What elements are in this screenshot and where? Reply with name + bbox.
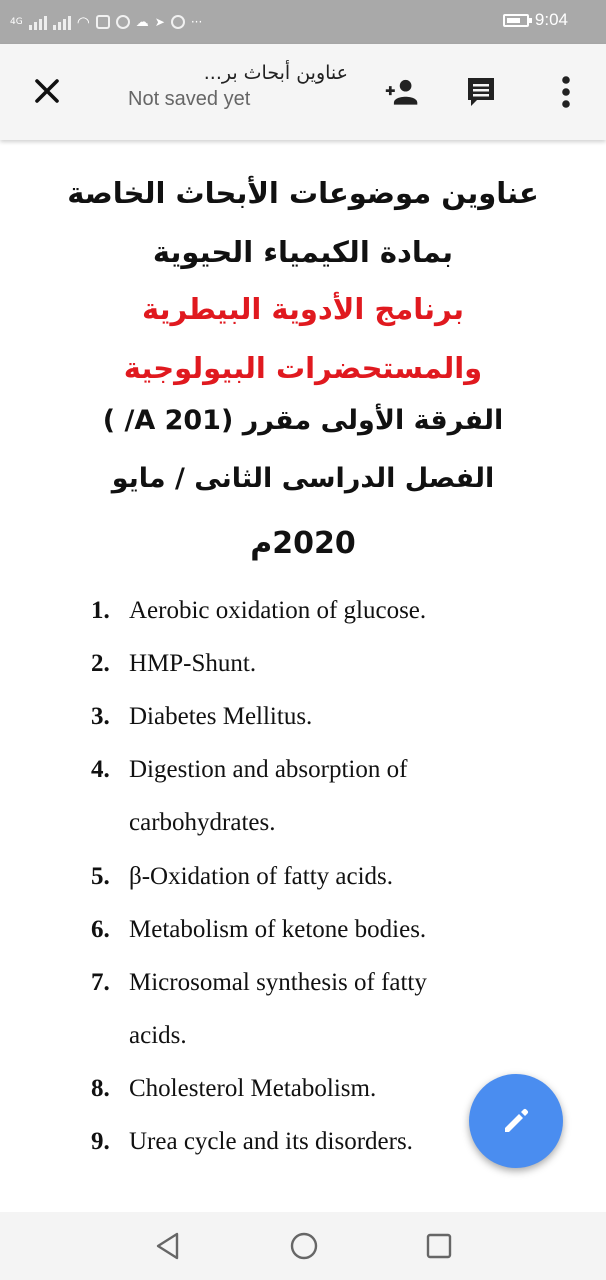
- cloud-icon: ☁: [135, 14, 149, 30]
- recents-button[interactable]: [423, 1230, 455, 1262]
- list-number: 5.: [91, 863, 110, 890]
- program-line: برنامج الأدوية البيطرية: [142, 292, 464, 326]
- more-options-button[interactable]: [548, 74, 584, 110]
- system-nav-bar: [0, 1212, 606, 1280]
- status-bar: [0, 0, 606, 44]
- comments-icon: [465, 75, 497, 109]
- list-text: β-Oxidation of fatty acids.: [129, 863, 394, 890]
- navigation-icon: ➤: [154, 15, 165, 29]
- network-type: 4G: [10, 17, 23, 27]
- course-line: الفرقة الأولى مقرر (A 201/ ): [102, 405, 504, 436]
- close-icon: [30, 74, 64, 108]
- document-title: عناوين أبحاث بر...: [203, 62, 348, 84]
- app-bar: [0, 44, 606, 140]
- notification-icon: [116, 15, 130, 29]
- list-text-continued: acids.: [129, 1022, 187, 1049]
- list-text: HMP-Shunt.: [129, 650, 257, 677]
- signal-icon: [29, 14, 47, 30]
- list-text: Cholesterol Metabolism.: [129, 1075, 377, 1102]
- facebook-icon: [96, 15, 110, 29]
- list-number: 6.: [91, 916, 110, 943]
- list-number: 4.: [91, 756, 110, 783]
- list-number: 9.: [91, 1128, 110, 1155]
- signal-2-icon: [53, 14, 71, 30]
- year-line: 2020م: [250, 526, 356, 561]
- battery-icon: [503, 14, 529, 27]
- edit-pencil-icon: [501, 1106, 531, 1136]
- home-icon: [288, 1230, 320, 1262]
- clock: 9:04: [534, 10, 568, 29]
- list-text: Diabetes Mellitus.: [129, 703, 313, 730]
- home-button[interactable]: [288, 1230, 320, 1262]
- heading-line: بمادة الكيمياء الحيوية: [152, 235, 454, 269]
- status-right: [503, 10, 568, 30]
- document-title-block[interactable]: [128, 62, 348, 111]
- list-text: Microsomal synthesis of fatty: [129, 969, 427, 996]
- comments-button[interactable]: [463, 74, 499, 110]
- list-text-continued: carbohydrates.: [129, 809, 276, 836]
- share-button[interactable]: [384, 74, 420, 110]
- close-button[interactable]: [30, 74, 64, 108]
- back-icon: [152, 1230, 184, 1262]
- list-text: Digestion and absorption of: [129, 756, 408, 783]
- program-line: والمستحضرات البيولوجية: [123, 351, 483, 385]
- list-number: 3.: [91, 703, 110, 730]
- list-text: Urea cycle and its disorders.: [129, 1128, 413, 1155]
- list-number: 7.: [91, 969, 110, 996]
- more-vert-icon: [560, 74, 572, 110]
- list-number: 2.: [91, 650, 110, 677]
- list-text: Metabolism of ketone bodies.: [129, 916, 427, 943]
- recents-icon: [423, 1230, 455, 1262]
- list-number: 8.: [91, 1075, 110, 1102]
- more-notifications-icon: ···: [190, 15, 203, 29]
- wifi-icon: ◠: [76, 13, 90, 31]
- edit-fab-button[interactable]: [469, 1074, 563, 1168]
- save-status: Not saved yet: [128, 88, 251, 110]
- list-text: Aerobic oxidation of glucose.: [129, 597, 427, 624]
- semester-line: الفصل الدراسى الثانى / مايو: [111, 463, 495, 494]
- add-person-icon: [384, 74, 420, 110]
- whatsapp-icon: [171, 15, 185, 29]
- list-number: 1.: [91, 597, 110, 624]
- heading-line: عناوين موضوعات الأبحاث الخاصة: [67, 176, 539, 210]
- status-icons: [10, 8, 202, 36]
- back-button[interactable]: [152, 1230, 184, 1262]
